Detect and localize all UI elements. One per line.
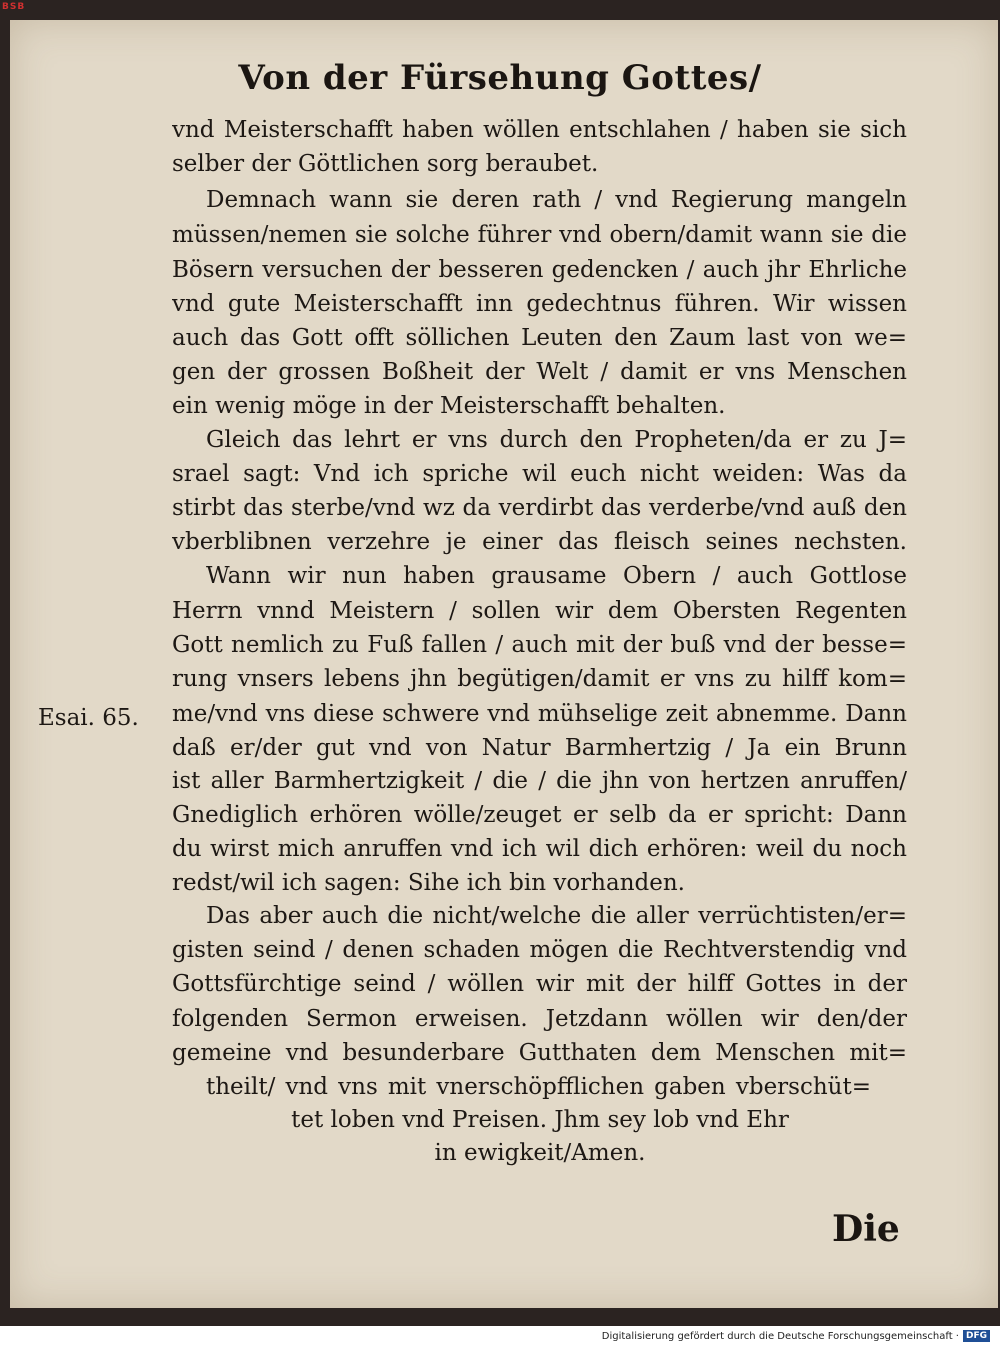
text-line: ein wenig möge in der Meisterschafft behalten. (172, 393, 726, 419)
text-line: gemeine vnd besunderbare Gutthaten dem Menschen mit= (172, 1040, 907, 1066)
catchword: Die (832, 1208, 900, 1250)
text-line: stirbt das sterbe/vnd wz da verdirbt das verderbe/vnd auß den (172, 495, 907, 521)
text-line: Gottsfürchtige seind / wöllen wir mit der hilff Gottes in der (172, 971, 907, 997)
text-line: ist aller Barmhertzigkeit / die / die jhn von hertzen anruffen/ (172, 768, 907, 794)
footer-credit-text: Digitalisierung gefördert durch die Deutsche Forschungsgemeinschaft · (601, 1331, 959, 1342)
text-line: Das aber auch die nicht/welche die aller verrüchtisten/er= (206, 903, 907, 929)
library-logo: BSB (2, 2, 26, 12)
text-line: vberblibnen verzehre je einer das fleisch seines nechsten. (172, 529, 907, 555)
text-line: redst/wil ich sagen: Sihe ich bin vorhanden. (172, 870, 685, 896)
text-line: Herrn vnnd Meistern / sollen wir dem Obersten Regenten (172, 598, 907, 624)
text-line: theilt/ vnd vns mit vnerschöpfflichen gaben vberschüt= (206, 1074, 871, 1100)
text-line: tet loben vnd Preisen. Jhm sey lob vnd Ehr (291, 1107, 789, 1133)
text-line: Gott nemlich zu Fuß fallen / auch mit der buß vnd der besse= (172, 632, 907, 658)
text-line: Bösern versuchen der besseren gedencken / auch jhr Ehrliche (172, 257, 907, 283)
text-line: selber der Göttlichen sorg beraubet. (172, 151, 599, 177)
text-line: daß er/der gut vnd von Natur Barmhertzig / Ja ein Brunn (172, 735, 907, 761)
text-line: me/vnd vns diese schwere vnd mühselige zeit abnemme. Dann (172, 701, 907, 727)
text-line: müssen/nemen sie solche führer vnd obern/damit wann sie die (172, 222, 907, 248)
dfg-logo: DFG (963, 1330, 990, 1342)
text-line: auch das Gott offt söllichen Leuten den Zaum last von we= (172, 325, 907, 351)
text-line: Wann wir nun haben grausame Obern / auch Gottlose (206, 563, 907, 589)
text-line: Demnach wann sie deren rath / vnd Regierung mangeln (206, 187, 907, 213)
margin-note: Esai. 65. (38, 705, 139, 731)
running-head: Von der Fürsehung Gottes/ (238, 58, 762, 98)
text-line: in ewigkeit/Amen. (434, 1140, 646, 1166)
text-line: folgenden Sermon erweisen. Jetzdann wöllen wir den/der (172, 1006, 907, 1032)
footer-credit (0, 1330, 990, 1342)
text-line: gisten seind / denen schaden mögen die Rechtverstendig vnd (172, 937, 907, 963)
text-line: Gnediglich erhören wölle/zeuget er selb da er spricht: Dann (172, 802, 907, 828)
text-line: Gleich das lehrt er vns durch den Propheten/da er zu J= (206, 427, 907, 453)
text-line: gen der grossen Boßheit der Welt / damit er vns Menschen (172, 359, 907, 385)
text-line: vnd Meisterschafft haben wöllen entschlahen / haben sie sich (172, 117, 907, 143)
text-line: vnd gute Meisterschafft inn gedechtnus führen. Wir wissen (172, 291, 907, 317)
text-line: rung vnsers lebens jhn begütigen/damit er vns zu hilff kom= (172, 666, 907, 692)
text-line: srael sagt: Vnd ich spriche wil euch nicht weiden: Was da (172, 461, 907, 487)
text-line: du wirst mich anruffen vnd ich wil dich erhören: weil du noch (172, 836, 907, 862)
